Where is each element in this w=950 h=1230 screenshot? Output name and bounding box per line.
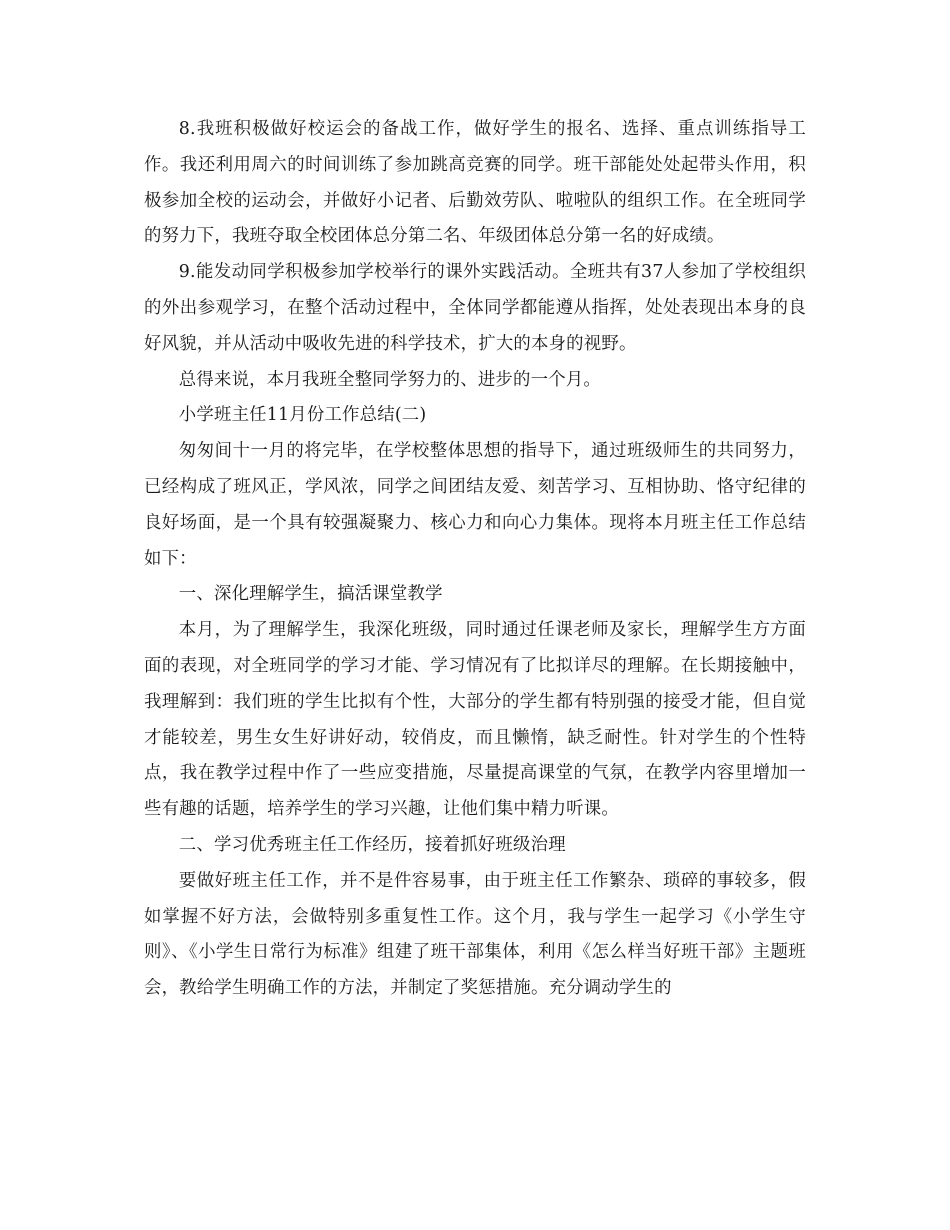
paragraph-introduction: 匆匆间十一月的将完毕，在学校整体思想的指导下，通过班级师生的共同努力，已经构成了班风正，学风浓，同学之间团结友爱、刻苦学习、互相协助、恪守纪律的良好场面，是一个具有较强凝聚力、核心力和向心力集体。现将本月班主任工作总结如下： [144, 441, 806, 569]
paragraph-understand-students: 本月，为了理解学生，我深化班级，同时通过任课老师及家长，理解学生方方面面的表现，对全班同学的学习才能、学习情况有了比拟详尽的理解。在长期接触中，我理解到：我们班的学生比拟有个性，大部分的学生都有特别强的接受才能，但自觉才能较差，男生女生好讲好动，较俏皮，而且懒惰，缺乏耐性。针对学生的个性特点，我在教学过程中作了一些应变措施，尽量提高课堂的气氛，在教学内容里增加一些有趣的话题，培养学生的学习兴趣，让他们集中精力听课。 [144, 620, 806, 820]
document-body [144, 112, 806, 1007]
paragraph-class-management: 要做好班主任工作，并不是件容易事，由于班主任工作繁杂、琐碎的事较多，假如掌握不好方法，会做特别多重复性工作。这个月，我与学生一起学习《小学生守则》、《小学生日常行为标准》组建了班干部集体，利用《怎么样当好班干部》主题班会，教给学生明确工作的方法，并制定了奖惩措施。充分调动学生的 [144, 870, 806, 999]
heading-understand-students: 一、深化理解学生，搞活课堂教学 [178, 584, 443, 605]
paragraph-practice-activity: 9.能发动同学积极参加学校举行的课外实践活动。全班共有37人参加了学校组织的外出参观学习，在整个活动过程中，全体同学都能遵从指挥，处处表现出本身的良好风貌，并从活动中吸收先进的科学技术，扩大的本身的视野。 [144, 262, 806, 354]
paragraph-month-summary: 总得来说，本月我班全整同学努力的、进步的一个月。 [178, 369, 601, 390]
section-title-summary-two: 小学班主任11月份工作总结(二) [178, 405, 427, 426]
paragraph-sports-meet: 8.我班积极做好校运会的备战工作，做好学生的报名、选择、重点训练指导工作。我还利用周六的时间训练了参加跳高竞赛的同学。班干部能处处起带头作用，积极参加全校的运动会，并做好小记者、后勤效劳队、啦啦队的组织工作。在全班同学的努力下，我班夺取全校团体总分第二名、年级团体总分第一名的好成绩。 [144, 119, 806, 247]
heading-class-management: 二、学习优秀班主任工作经历，接着抓好班级治理 [178, 834, 566, 855]
